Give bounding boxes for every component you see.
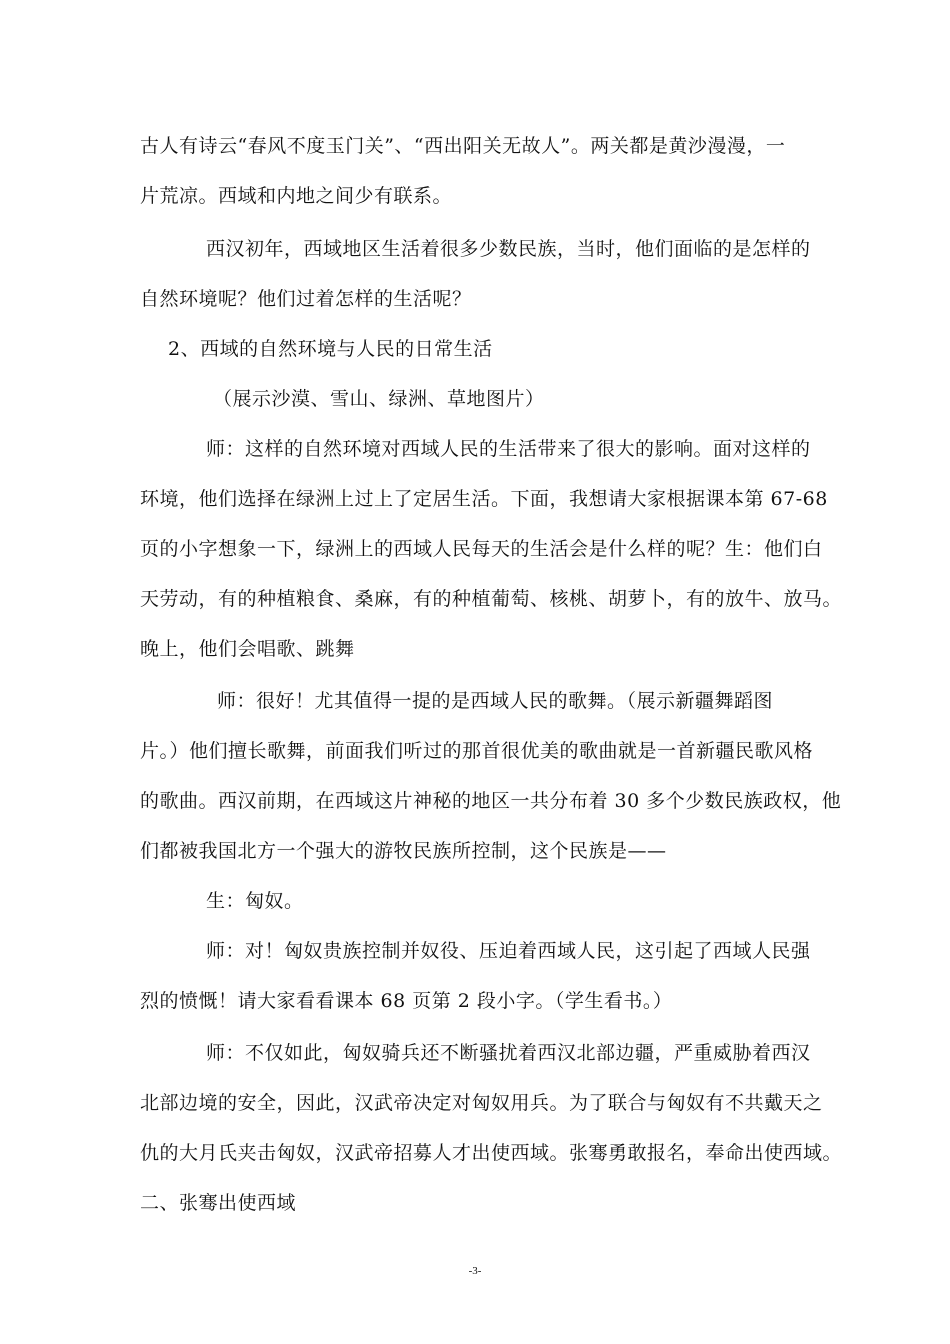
text-line: 的歌曲。西汉前期，在西域这片神秘的地区一共分布着 30 多个少数民族政权，他 [140, 790, 842, 812]
text-line: 环境，他们选择在绿洲上过上了定居生活。下面，我想请大家根据课本第 67-68 [140, 488, 828, 510]
section-heading: 2、西域的自然环境与人民的日常生活 [168, 338, 493, 360]
text-line: 片。）他们擅长歌舞，前面我们听过的那首很优美的歌曲就是一首新疆民歌风格 [140, 740, 814, 762]
text-line: 生：匈奴。 [206, 890, 304, 912]
text-line: 仇的大月氏夹击匈奴，汉武帝招募人才出使西域。张骞勇敢报名，奉命出使西域。 [140, 1142, 843, 1164]
text-line: 师：这样的自然环境对西域人民的生活带来了很大的影响。面对这样的 [206, 438, 811, 460]
text-line: 烈的愤慨！请大家看看课本 68 页第 2 段小字。（学生看书。） [140, 990, 673, 1012]
page-number: -3- [468, 1265, 482, 1277]
section-heading: 二、张骞出使西域 [140, 1192, 297, 1214]
text-line: 天劳动，有的种植粮食、桑麻，有的种植葡萄、核桃、胡萝卜，有的放牛、放马。 [140, 588, 843, 610]
text-line: 们都被我国北方一个强大的游牧民族所控制，这个民族是—— [140, 840, 667, 862]
text-line: 师：对！匈奴贵族控制并奴役、压迫着西域人民，这引起了西域人民强 [206, 940, 811, 962]
text-line: 古人有诗云“春风不度玉门关”、“西出阳关无故人”。两关都是黄沙漫漫，一 [140, 135, 786, 157]
text-line: 自然环境呢？他们过着怎样的生活呢？ [140, 288, 472, 310]
text-line: 片荒凉。西域和内地之间少有联系。 [140, 185, 453, 207]
text-line: 西汉初年，西域地区生活着很多少数民族，当时，他们面临的是怎样的 [206, 238, 811, 260]
text-line: 晚上，他们会唱歌、跳舞 [140, 638, 355, 660]
text-line: 师：不仅如此，匈奴骑兵还不断骚扰着西汉北部边疆，严重威胁着西汉 [206, 1042, 811, 1064]
text-line: （展示沙漠、雪山、绿洲、草地图片） [213, 388, 545, 410]
text-line: 师：很好！尤其值得一提的是西域人民的歌舞。（展示新疆舞蹈图 [217, 690, 774, 712]
text-line: 北部边境的安全，因此，汉武帝决定对匈奴用兵。为了联合与匈奴有不共戴天之 [140, 1092, 823, 1114]
text-line: 页的小字想象一下，绿洲上的西域人民每天的生活会是什么样的呢？生：他们白 [140, 538, 823, 560]
